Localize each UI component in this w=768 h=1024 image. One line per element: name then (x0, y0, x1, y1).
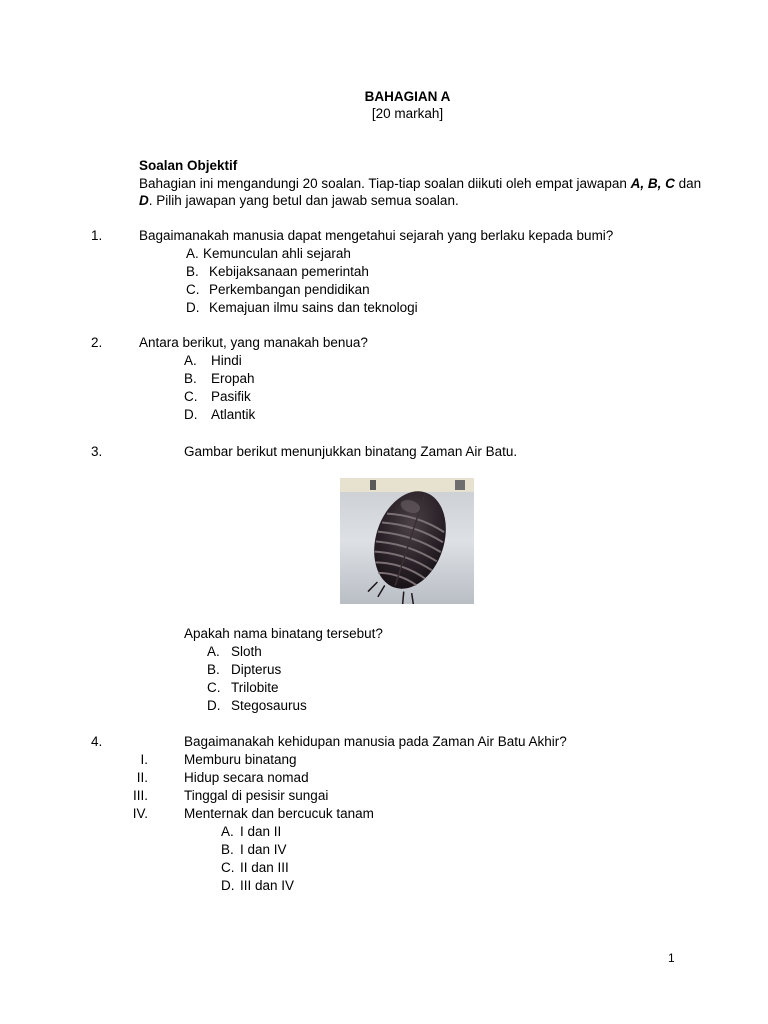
option-letter: D. (186, 300, 200, 315)
option-text: Sloth (231, 644, 262, 659)
option-letter: A. (221, 824, 234, 839)
page-number: 1 (668, 951, 675, 965)
option-letter: D. (207, 698, 221, 713)
option-letter: A. (207, 644, 220, 659)
statement-numeral: I. (140, 752, 148, 767)
question-number: 2. (91, 335, 103, 350)
option-text: Kebijaksanaan pemerintah (209, 264, 369, 279)
option-text: Dipterus (231, 662, 282, 677)
statement-text: Hidup secara nomad (184, 770, 309, 785)
question-text: Bagaimanakah manusia dapat mengetahui sejarah yang berlaku kepada bumi? (139, 228, 614, 243)
instructions-line-2 (139, 192, 459, 210)
instructions-text-rest: . Pilih jawapan yang betul dan jawab semua soalan. (148, 193, 459, 208)
statement-text: Tinggal di pesisir sungai (184, 788, 329, 803)
question-number: 4. (91, 734, 103, 749)
option-letter: C. (184, 389, 198, 404)
option-letter: C. (221, 860, 235, 875)
instructions-answer-letters: A, B, C (630, 176, 675, 191)
option-text: Trilobite (231, 680, 279, 695)
question-text: Antara berikut, yang manakah benua? (139, 335, 368, 350)
option-text: I dan II (240, 824, 282, 839)
question-text: Gambar berikut menunjukkan binatang Zaman Air Batu. (184, 444, 518, 459)
option-text: Stegosaurus (231, 698, 307, 713)
statement-text: Memburu binatang (184, 752, 297, 767)
instructions-text: Bahagian ini mengandungi 20 soalan. Tiap-tiap soalan diikuti oleh empat jawapan (139, 176, 627, 191)
option-letter: B. (207, 662, 220, 677)
option-text: Hindi (211, 353, 242, 368)
option-text: Pasifik (211, 389, 251, 404)
statement-numeral: III. (132, 788, 148, 803)
option-text: Eropah (211, 371, 255, 386)
option-text: Kemunculan ahli sejarah (203, 246, 351, 261)
instructions-text-end: dan (678, 176, 702, 191)
question-subtext: Apakah nama binatang tersebut? (184, 626, 383, 641)
question-text: Bagaimanakah kehidupan manusia pada Zaman Air Batu Akhir? (184, 734, 567, 749)
option-letter: A. (186, 246, 199, 261)
statement-text: Menternak dan bercucuk tanam (184, 806, 374, 821)
option-letter: D. (184, 407, 198, 422)
question-number: 3. (91, 444, 103, 459)
option-text: II dan III (240, 860, 289, 875)
option-letter: B. (184, 371, 197, 386)
option-text: Perkembangan pendidikan (209, 282, 370, 297)
option-text: Atlantik (211, 407, 256, 422)
option-letter: D. (221, 878, 235, 893)
question-number: 1. (91, 228, 103, 243)
option-letter: B. (186, 264, 199, 279)
option-text: Kemajuan ilmu sains dan teknologi (209, 300, 418, 315)
instructions-line-1 (139, 175, 701, 193)
isopod-fossil-photo (340, 478, 474, 604)
option-letter: C. (207, 680, 221, 695)
option-letter: C. (186, 282, 200, 297)
section-title: BAHAGIAN A (364, 89, 451, 104)
section-marks: [20 markah] (371, 106, 444, 121)
instructions-heading: Soalan Objektif (139, 158, 238, 173)
statement-numeral: IV. (132, 806, 148, 821)
option-text: III dan IV (240, 878, 295, 893)
option-letter: B. (221, 842, 234, 857)
statement-numeral: II. (136, 770, 148, 785)
option-letter: A. (184, 353, 197, 368)
instructions-answer-letter-d: D (139, 193, 149, 208)
option-text: I dan IV (240, 842, 287, 857)
